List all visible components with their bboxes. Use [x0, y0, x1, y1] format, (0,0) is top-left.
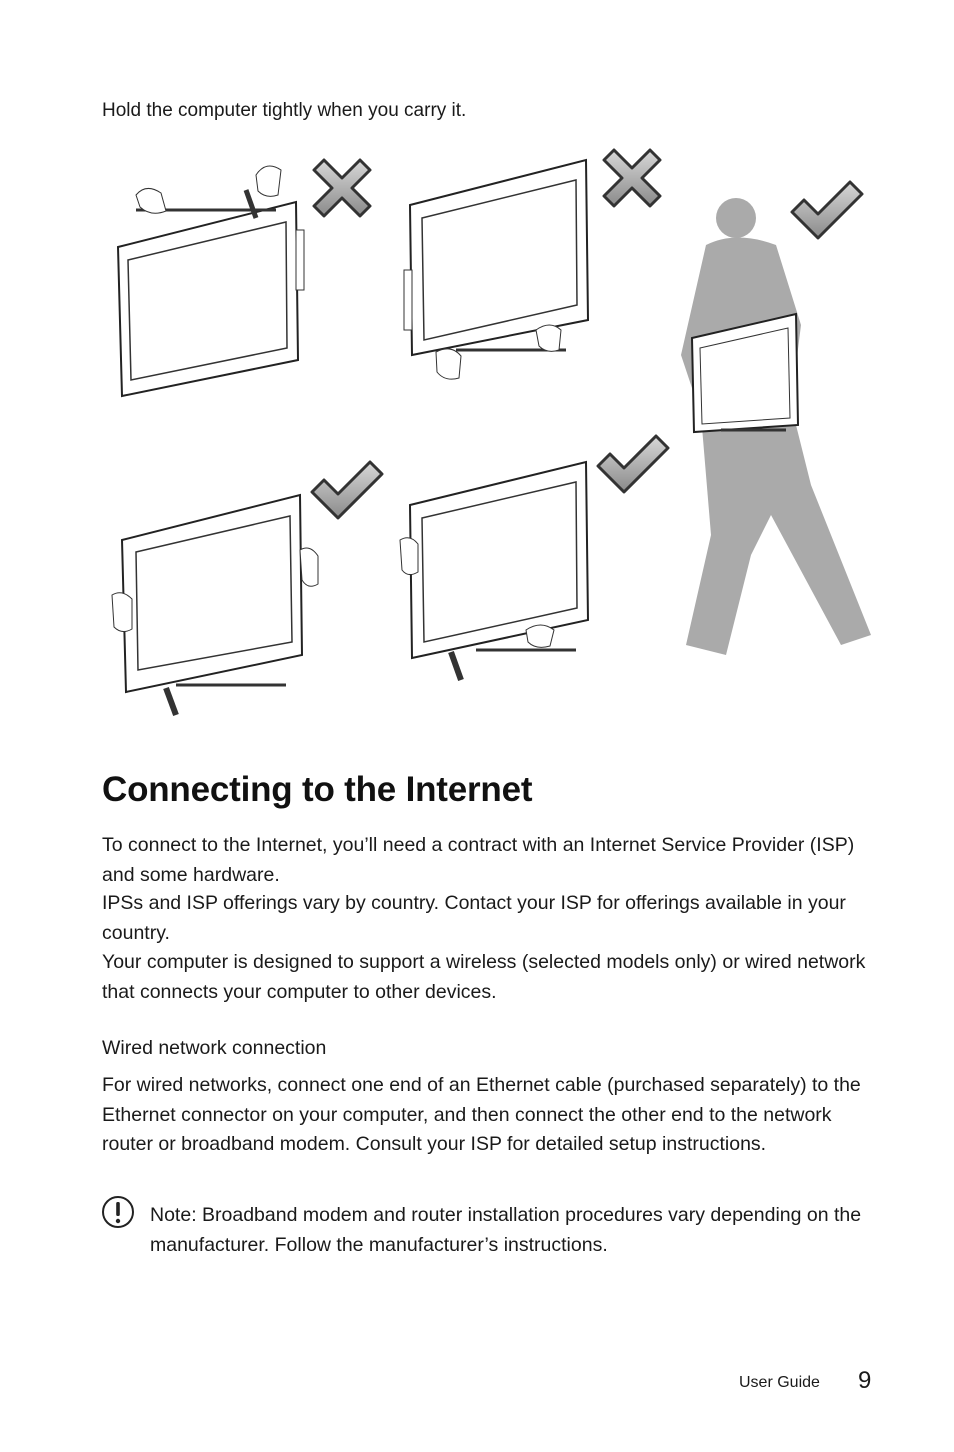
carrying-illustration	[96, 140, 876, 730]
subheading-wired: Wired network connection	[102, 1037, 327, 1059]
footer-label: User Guide	[739, 1374, 820, 1391]
check-mark-icon	[792, 182, 862, 238]
x-mark-icon	[314, 160, 370, 216]
paragraph-wired-instructions: For wired networks, connect one end of an Ethernet cable (purchased separately) to the Ethernet connector on your computer, and then connect the other end to the network router or broadband modem. Consult your ISP for detailed setup instructions.	[102, 1074, 861, 1155]
x-mark-icon	[604, 150, 660, 206]
note-label: Note:	[150, 1204, 197, 1226]
monitor-correct-2	[400, 462, 588, 680]
check-mark-icon	[312, 462, 382, 518]
check-mark-icon	[598, 436, 668, 492]
intro-text: Hold the computer tightly when you carry it.	[102, 100, 467, 121]
monitor-wrong-1	[118, 166, 304, 396]
paragraph-isp-contract: To connect to the Internet, you’ll need a contract with an Internet Service Provider (ISP) and some hardware.	[102, 834, 855, 886]
person-carrying-monitor	[681, 198, 871, 655]
section-heading: Connecting to the Internet	[102, 770, 533, 809]
monitor-correct-1	[112, 495, 318, 715]
page-number: 9	[858, 1367, 872, 1394]
monitor-wrong-2	[404, 160, 588, 379]
note-body: Broadband modem and router installation procedures vary depending on the manufacturer. Follow the manufacturer’s instructions.	[150, 1204, 862, 1256]
note-text	[150, 1201, 870, 1260]
paragraph-network-support: Your computer is designed to support a wireless (selected models only) or wired network that connects your computer to other devices.	[102, 951, 866, 1003]
paragraph-isp-offerings: IPSs and ISP offerings vary by country. Contact your ISP for offerings available in your country.	[102, 892, 846, 944]
note-exclamation-icon	[101, 1195, 135, 1229]
